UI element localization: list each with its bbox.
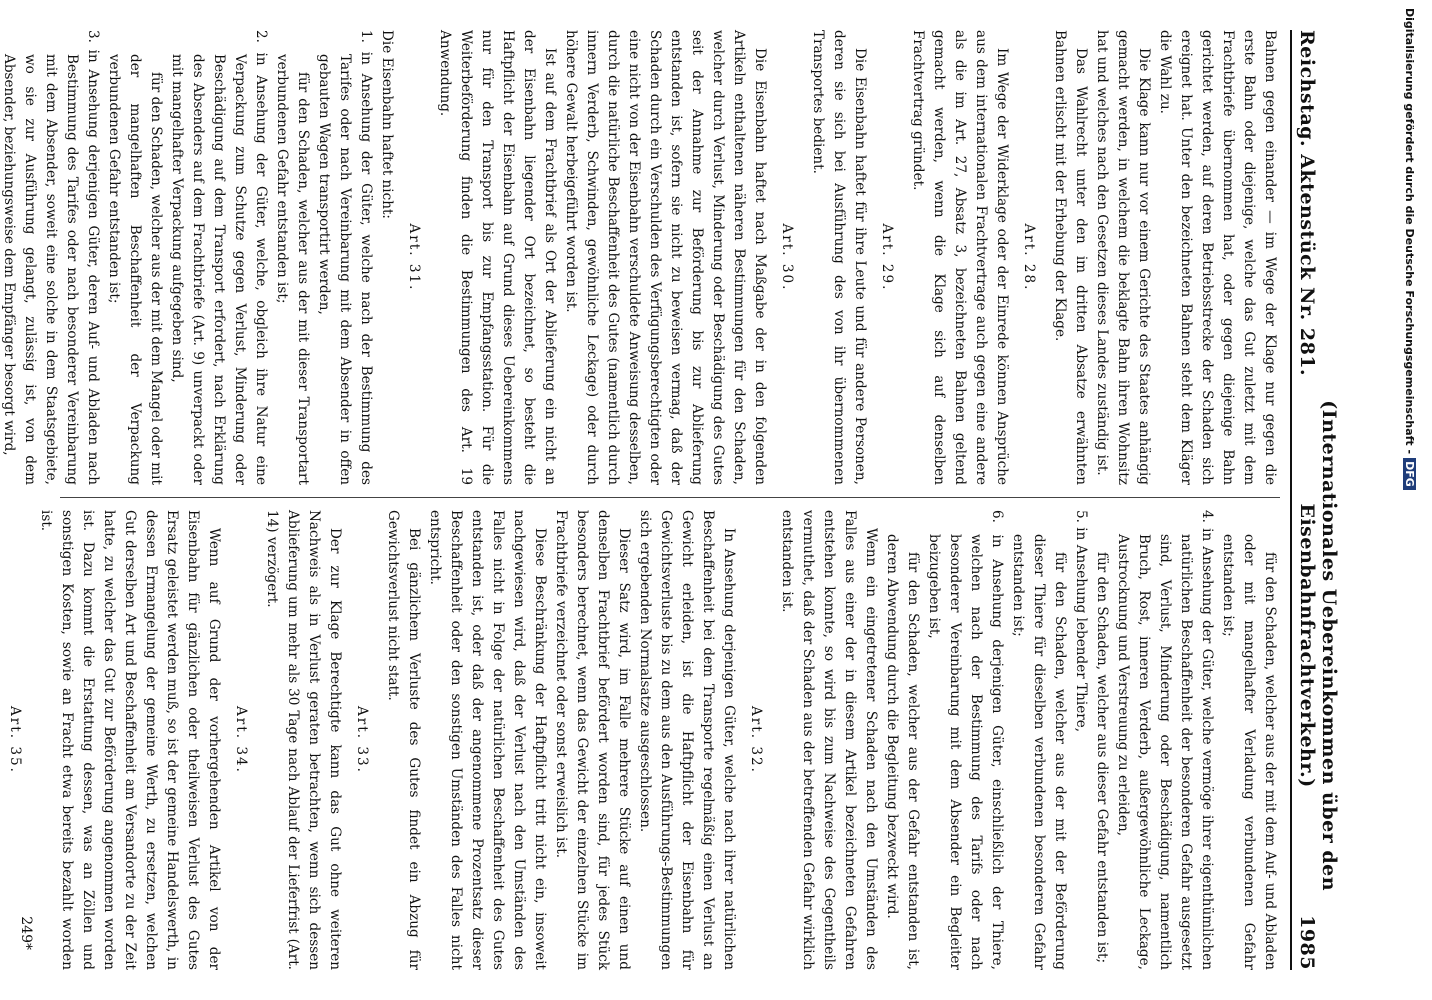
- list-item: 4. in Ansehung der Güter, welche vermöge ihrer eigenthümlichen natürlichen Beschaffenheit der besonderen Gefahr ausgesetzt sind, Verlust, Minderung oder Beschädigung, namentlich Bruch, Rost, inneren Verderb, außergewöhnliche Leckage, Austrocknung und Verstreuung zu erleiden,: [1115, 510, 1215, 970]
- article-heading: Art. 32.: [748, 705, 764, 775]
- article-heading: Art. 35.: [7, 705, 23, 775]
- list-item: 6. in Ansehung derjenigen Güter, einschließlich der Thiere, welchen nach der Bestimmung des Tarifs oder nach besonderer Vereinbarung mit dem Absender ein Begleiter beizugeben ist,: [926, 510, 1005, 970]
- paragraph: Diese Beschränkung der Haftpflicht tritt nicht ein, insoweit nachgewiesen wird, daß der Verlust nach den Umständen des Falles nicht in Folge der natürlichen Beschaffenheit des Gutes entstanden ist, oder daß der angenommene Prozentsatz dieser Beschaffenheit oder den sonstigen Umständen des Falles nicht entspricht.: [427, 510, 548, 970]
- page-number: 1985: [1296, 915, 1318, 970]
- digitization-credit: Digitalisierung gefördert durch die Deutsche Forschungsgemeinschaft -: [1403, 8, 1416, 455]
- digitization-sidebar: [1398, 0, 1432, 1000]
- paragraph: Der zur Klage Berechtigte kann das Gut ohne weiteren Nachweis als in Verlust geraten betrachten, wenn sich dessen Ablieferung um mehr als 30 Tage nach Ablauf der Lieferfrist (Art. 14) verzögert.: [264, 510, 343, 970]
- list-item-consequence: für den Schaden, welcher aus der mit dieser Transportart verbundenen Gefahr entstanden ist;: [274, 54, 311, 485]
- list-item-consequence: für den Schaden, welcher aus der mit dem Auf- und Abladen oder mit mangelhafter Verladung verbundenen Gefahr entstanden ist;: [1220, 534, 1278, 970]
- paragraph: Die Eisenbahn haftet nach Maßgabe der in den folgenden Artikeln enthaltenen näheren Bestimmungen für den Schaden, welcher durch Verlust, Minderung oder Beschädigung des Gutes seit der Annahme zur Beförderung bis zur Ablieferung entstanden ist, sofern sie nicht zu beweisen vermag, daß der Schaden durch ein Verschulden des Verfügungsberechtigten oder eine nicht von der Eisenbahn verschuldete Anweisung desselben, durch die natürliche Beschaffenheit des Gutes (namentlich durch innern Verderb, Schwinden, gewöhnliche Leckage) oder durch höhere Gewalt herbeigeführt worden ist.: [563, 30, 768, 485]
- article-heading: Art. 28.: [1021, 223, 1037, 292]
- paragraph: Das Wahlrecht unter den im dritten Absatze erwähnten Bahnen erlischt mit der Erhebung der Klage.: [1052, 30, 1089, 485]
- left-column: [1, 30, 1280, 485]
- header-left: Reichstag. Aktenstück Nr. 281.: [1296, 30, 1318, 377]
- paragraph: Wenn auf Grund der vorhergehenden Artikel von der Eisenbahn für gänzlichen oder theilweisen Verlust des Gutes Ersatz geleistet werden muß, so ist der gemeine Handelswerth, in dessen Ermangelung der gemeine Werth, zu ersetzen, welchen Gut derselben Art und Beschaffenheit am Versandorte zu der Zeit hatte, zu welcher das Gut zur Beförderung angenommen worden ist. Dazu kommt die Erstattung dessen, was an Zöllen und sonstigen Kosten, sowie an Fracht etwa bereits bezahlt worden ist.: [38, 510, 222, 970]
- article-heading: Art. 31.: [406, 223, 422, 292]
- list-item-consequence: für den Schaden, welcher aus der mit der Beförderung dieser Thiere für dieselben verbundenen besonderen Gefahr entstanden ist;: [1010, 534, 1068, 970]
- paragraph: Im Wege der Widerklage oder der Einrede können Ansprüche aus dem internationalen Frachtvertrage auch gegen eine andere als die im Art. 27, Absatz 3, bezeichneten Bahnen geltend gemacht werden, wenn die Klage sich auf denselben Frachtvertrag gründet.: [910, 30, 1010, 485]
- paragraph: Die Eisenbahn haftet für ihre Leute und für andere Personen, deren sie sich bei Ausführung des von ihr übernommenen Transportes bedient.: [810, 30, 868, 485]
- list-item: 1. in Ansehung der Güter, welche nach der Bestimmung des Tarifes oder nach Vereinbarung mit dem Absender in offen gebauten Wagen transportirt werden,: [316, 30, 374, 485]
- digitization-note: [1403, 8, 1416, 490]
- list-item-consequence: für den Schaden, welcher aus der mit dem Mangel oder mit der mangelhaften Beschaffenheit der Verpackung verbundenen Gefahr entstanden ist;: [106, 54, 164, 485]
- paragraph: Die Eisenbahn haftet nicht:: [379, 30, 395, 219]
- list-item: 3. in Ansehung derjenigen Güter, deren Auf- und Abladen nach Bestimmung des Tarifes oder nach besonderer Vereinbarung mit dem Absender, soweit eine solche in dem Staatsgebiete, wo sie zur Ausführung gelangt, zulässig ist, von dem Absender, beziehungsweise dem Empfänger besorgt wird,: [1, 30, 101, 485]
- list-item-consequence: für den Schaden, welcher aus dieser Gefahr entstanden ist;: [1094, 552, 1110, 964]
- article-heading: Art. 30.: [779, 223, 795, 292]
- paragraph: Die Klage kann nur vor einem Gerichte des Staates anhängig gemacht werden, in welchem die beklagte Bahn ihren Wohnsitz hat und welches nach den Gesetzen dieses Landes zuständig ist.: [1094, 30, 1152, 485]
- paragraph: In Ansehung derjenigen Güter, welche nach ihrer natürlichen Beschaffenheit bei dem Transporte regelmäßig einen Verlust an Gewicht erleiden, ist die Haftpflicht der Eisenbahn für Gewichtsverluste bis zu dem aus den Ausführungs-Bestimmungen sich ergebenden Normalsatze ausgeschlossen.: [637, 510, 737, 970]
- column-divider: [60, 497, 1280, 498]
- paragraph: Bahnen gegen einander — im Wege der Klage nur gegen die erste Bahn oder diejenige, welche das Gut zuletzt mit dem Frachtbriefe übernommen hat, oder gegen diejenige Bahn gerichtet werden, auf deren Betriebsstrecke der Schaden sich ereignet hat. Unter den bezeichneten Bahnen steht dem Kläger die Wahl zu.: [1157, 30, 1278, 485]
- paragraph: Bei gänzlichem Verluste des Gutes findet ein Abzug für Gewichtsverlust nicht statt.: [385, 510, 422, 970]
- paragraph: Wenn ein eingetretener Schaden nach den Umständen des Falles aus einer der in diesem Artikel bezeichneten Gefahren entstehen konnte, so wird bis zum Nachweise des Gegentheils vermuthet, daß der Schaden aus der betreffenden Gefahr wirklich entstanden ist.: [779, 510, 879, 970]
- list-item: 5. in Ansehung lebender Thiere,: [1073, 510, 1089, 733]
- article-heading: Art. 29.: [879, 223, 895, 292]
- list-item-consequence: für den Schaden, welcher aus der Gefahr entstanden ist, deren Abwendung durch die Begleitung bezweckt wird.: [884, 534, 921, 970]
- sheet-signature: 249*: [18, 916, 34, 950]
- article-heading: Art. 33.: [354, 705, 370, 775]
- article-heading: Art. 34.: [233, 705, 249, 775]
- paragraph: Ist auf dem Frachtbrief als Ort der Ablieferung ein nicht an der Eisenbahn liegender Ort bezeichnet, so besteht die Haftpflicht der Eisenbahn auf Grund dieses Uebereinkommens nur für den Transport bis zur Empfangsstation. Für die Weiterbeförderung finden die Bestimmungen des Art. 19 Anwendung.: [437, 30, 558, 485]
- page-header: [1290, 30, 1340, 970]
- list-item: 2. in Ansehung der Güter, welche, obgleich ihre Natur eine Verpackung zum Schutze gegen Verlust, Minderung oder Beschädigung auf dem Transport erfordert, nach Erklärung des Absenders auf dem Frachtbriefe (Art. 9) unverpackt oder mit mangelhafter Verpackung aufgegeben sind,: [169, 30, 269, 485]
- header-title: (Internationales Uebereinkommen über den Eisenbahnfrachtverkehr.): [1296, 400, 1340, 892]
- dfg-logo: DFG: [1403, 458, 1416, 490]
- paragraph: Dieser Satz wird, im Falle mehrere Stücke auf einen und denselben Frachtbrief befördert worden sind, für jedes Stück besonders berechnet, wenn das Gewicht der einzelnen Stücke im Frachtbriefe verzeichnet oder sonst erweislich ist.: [553, 510, 632, 970]
